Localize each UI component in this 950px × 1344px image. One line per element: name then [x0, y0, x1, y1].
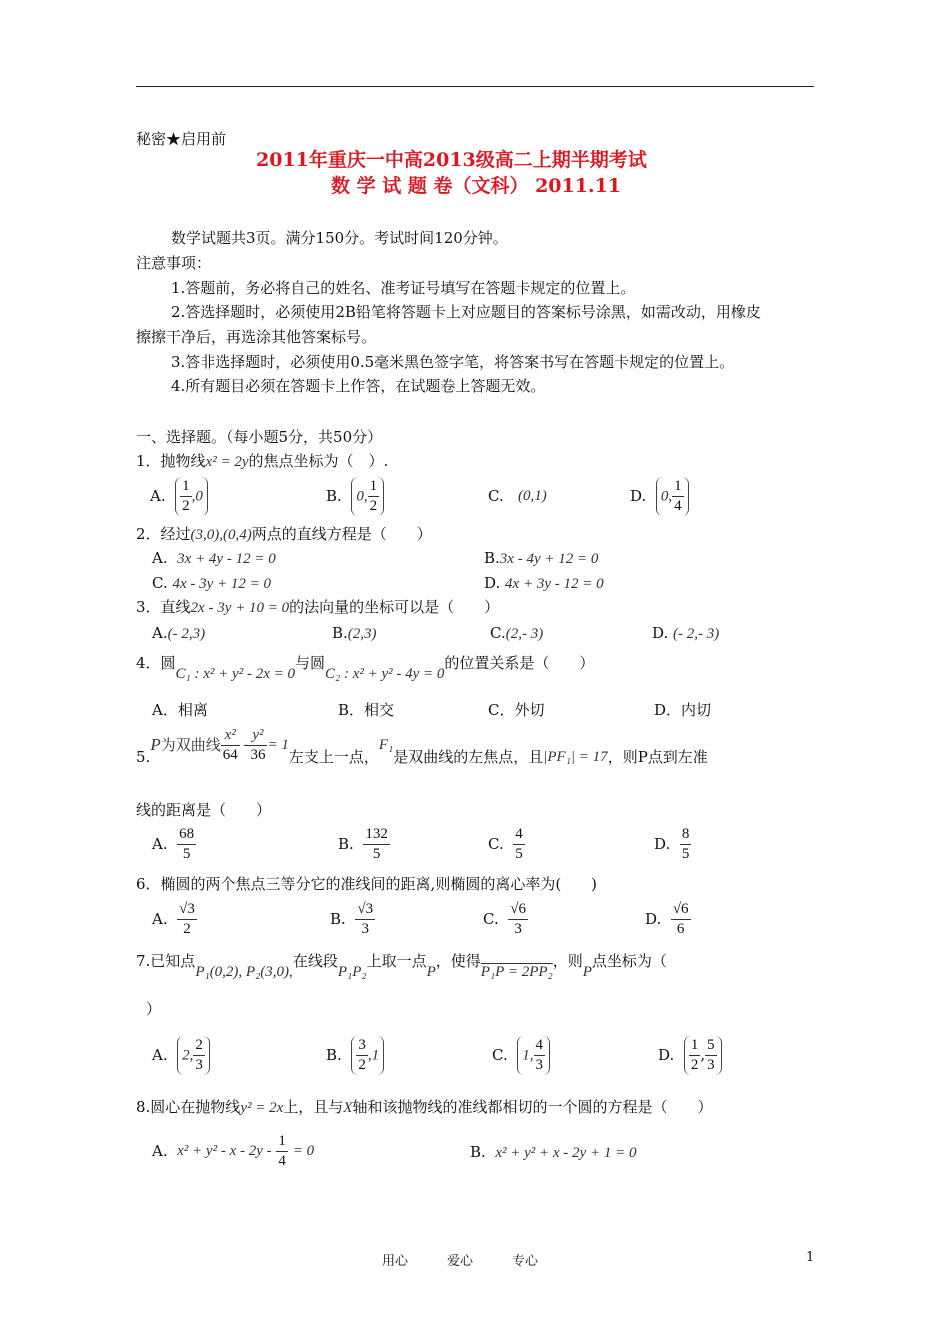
q5-option-b: B. $\frac{132}{5}$ — [338, 826, 388, 862]
q1-option-c: C. (0,1) — [488, 487, 547, 505]
header-rule — [136, 86, 814, 87]
q7-option-b: B. $\frac{3}{2}$ ,1 — [326, 1036, 384, 1075]
footer-motto: 用心 爱心 专心 — [382, 1254, 539, 1269]
section-heading: 一、选择题。（每小题5分，共50分） — [136, 428, 383, 446]
question-7-cont: ） — [146, 1000, 162, 1018]
question-6: 6．椭圆的两个焦点三等分它的准线间的距离,则椭圆的离心率为( ) — [136, 875, 598, 893]
q4-option-c: C．外切 — [488, 701, 545, 719]
exam-info: 数学试题共3页。满分150分。考试时间120分钟。 — [171, 229, 508, 247]
q1-option-d: D. 0, $\frac{1}{4}$ — [630, 477, 689, 516]
question-5-cont: 线的距离是（ ） — [136, 801, 272, 819]
question-5: 5. P 为双曲线 $\frac{\text{x²}}{64}$ - $\frac{\text{y²}}{36}$ = 1 左支上一点， F₁ 是双曲线的左焦点，且 |PF₁| = 17 ，则P点到左准 — [136, 727, 708, 767]
note-4: 4.所有题目必须在答题卡上作答，在试题卷上答题无效。 — [171, 377, 546, 395]
q3-option-a: A.(- 2,3) — [152, 624, 206, 642]
question-7: 7.已知点P₁(0,2), P₂(3,0),在线段P₁P₂上取一点P，使得P₁P = 2PP₂，则P点坐标为（ — [136, 952, 667, 980]
note-2: 2.答选择题时，必须使用2B铅笔将答题卡上对应题目的答案标号涂黑，如需改动，用橡皮 — [171, 303, 761, 321]
q6-option-d: D. $\frac{√6}{6}$ — [645, 901, 689, 937]
q8-option-b: B. x² + y² + x - 2y + 1 = 0 — [470, 1143, 637, 1161]
q3-option-d: D. (- 2,- 3) — [652, 624, 720, 642]
q6-option-b: B. $\frac{√3}{3}$ — [330, 901, 374, 937]
q5-option-c: C. $\frac{4}{5}$ — [488, 826, 523, 862]
q4-option-b: B．相交 — [338, 701, 395, 719]
note-1: 1.答题前，务必将自己的姓名、准考证号填写在答题卡规定的位置上。 — [171, 279, 636, 297]
q5-option-d: D. $\frac{8}{5}$ — [654, 826, 690, 862]
note-2-cont: 擦擦干净后，再选涂其他答案标号。 — [136, 328, 377, 346]
exam-subtitle: 数 学 试 题 卷（文科） 2011.11 — [331, 175, 622, 197]
question-3: 3．直线2x - 3y + 10 = 0的法向量的坐标可以是（ ） — [136, 598, 500, 616]
q1-option-a: A. $\frac{1}{2}$ ,0 — [150, 477, 208, 516]
exam-title: 2011年重庆一中高2013级高二上期半期考试 — [256, 149, 647, 171]
q4-option-a: A．相离 — [152, 701, 208, 719]
q6-option-a: A. $\frac{√3}{2}$ — [152, 901, 195, 937]
page-number: 1 — [806, 1250, 815, 1265]
q7-option-c: C. 1, $\frac{4}{3}$ — [492, 1036, 550, 1075]
q7-option-d: D. $\frac{1}{2}$ , $\frac{5}{3}$ — [658, 1036, 722, 1075]
q8-option-a: A. x² + y² - x - 2y - $\frac{1}{4}$ = 0 — [152, 1133, 315, 1169]
question-1: 1．抛物线x² = 2y的焦点坐标为（ ）. — [136, 452, 389, 470]
notes-heading: 注意事项： — [136, 254, 212, 272]
q1-option-b: B. 0, $\frac{1}{2}$ — [326, 477, 384, 516]
q7-option-a: A. 2, $\frac{2}{3}$ — [152, 1036, 210, 1075]
q2-option-b: B.3x - 4y + 12 = 0 — [484, 549, 599, 567]
note-3: 3.答非选择题时，必须使用0.5毫米黑色签字笔，将答案书写在答题卡规定的位置上。 — [171, 353, 735, 371]
q2-option-c: C. 4x - 3y + 12 = 0 — [152, 574, 272, 592]
q2-option-d: D. 4x + 3y - 12 = 0 — [484, 574, 604, 592]
secret-label: 秘密★启用前 — [136, 130, 227, 148]
q5-option-a: A. $\frac{68}{5}$ — [152, 826, 195, 862]
question-8: 8.圆心在抛物线y² = 2x上，且与X轴和该抛物线的准线都相切的一个圆的方程是（ ） — [136, 1098, 713, 1116]
q6-option-c: C. $\frac{√6}{3}$ — [483, 901, 526, 937]
question-4: 4．圆C₁ : x² + y² - 2x = 0与圆C₂ : x² + y² - 4y = 0的位置关系是（ ） — [136, 654, 595, 682]
q3-option-c: C.(2,- 3) — [490, 624, 544, 642]
q4-option-d: D．内切 — [654, 701, 712, 719]
question-2: 2．经过(3,0),(0,4)两点的直线方程是（ ） — [136, 525, 432, 543]
q3-option-b: B.(2,3) — [332, 624, 377, 642]
q2-option-a: A. 3x + 4y - 12 = 0 — [152, 549, 276, 567]
